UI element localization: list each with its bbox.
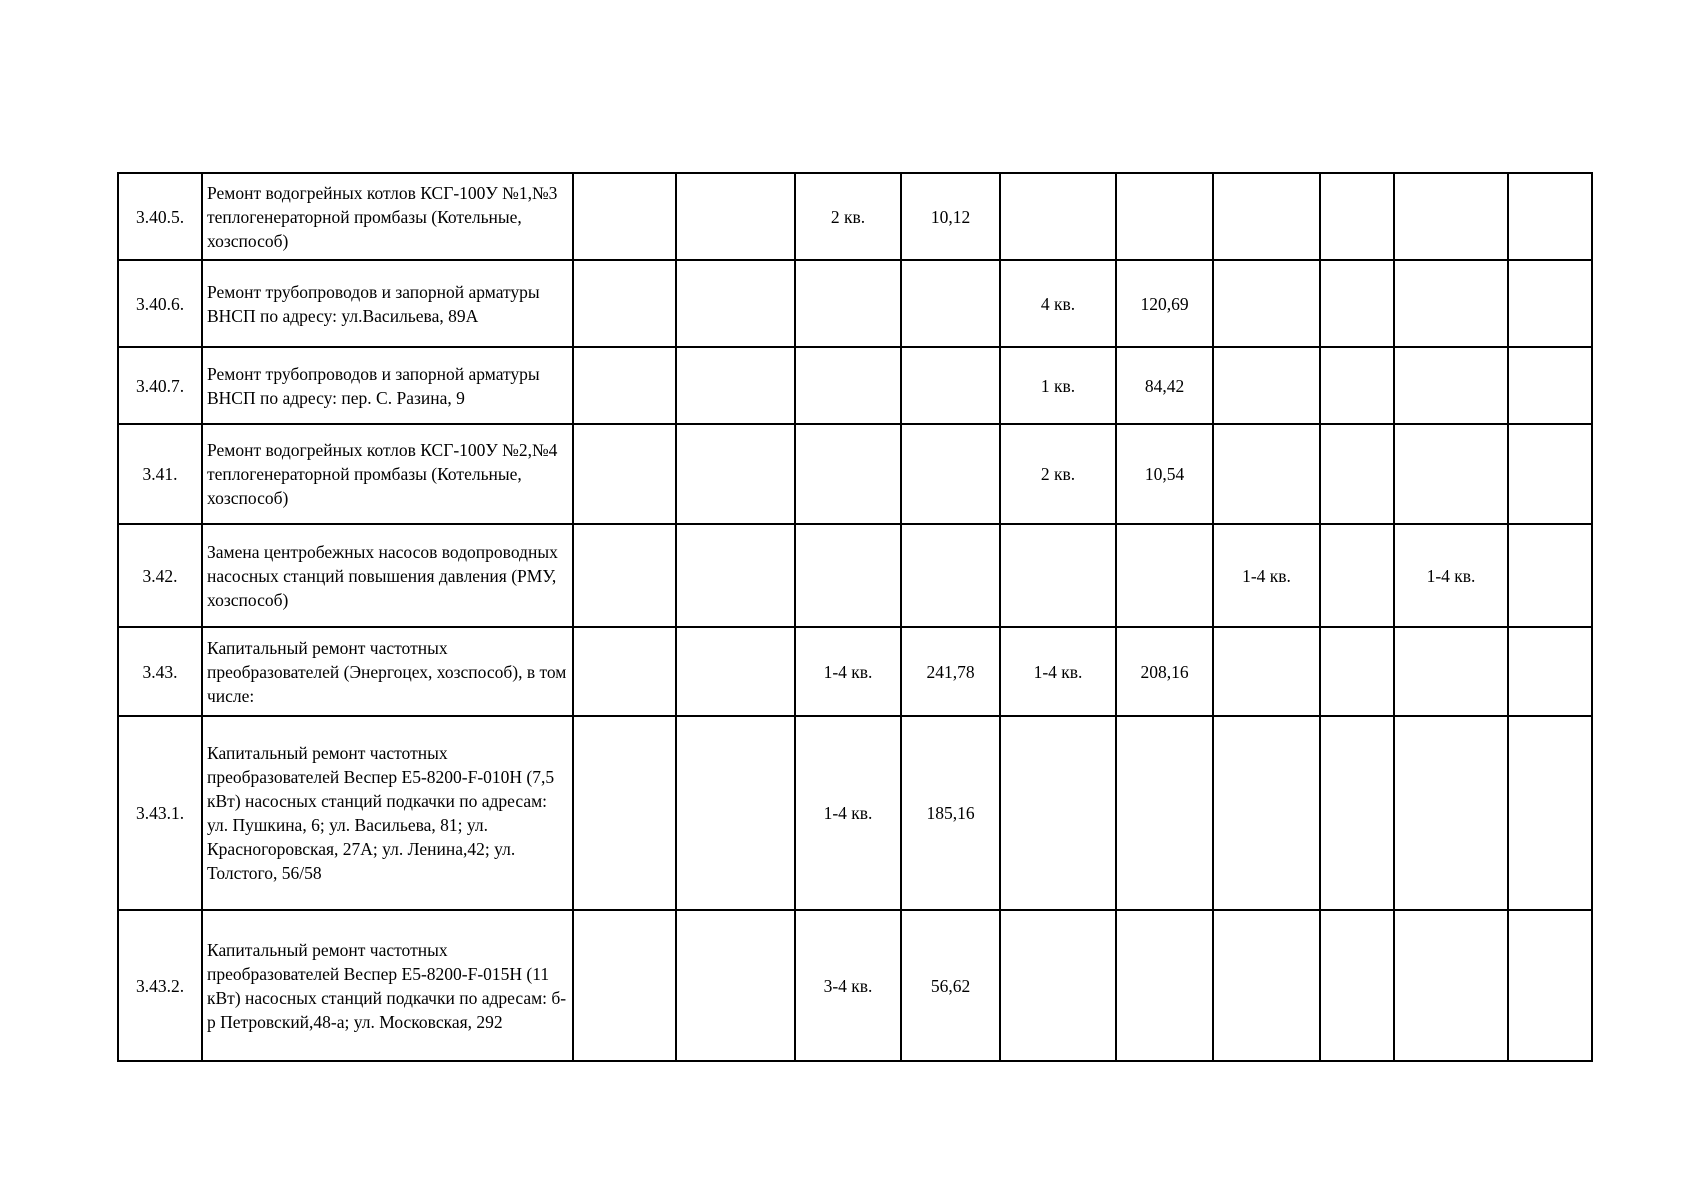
cell-col-6: 208,16 (1116, 627, 1213, 716)
cell-col-8 (1320, 424, 1394, 524)
row-number: 3.42. (118, 524, 202, 627)
cell-col-6: 84,42 (1116, 347, 1213, 424)
cell-col-8 (1320, 347, 1394, 424)
cell-col-7 (1213, 173, 1320, 260)
cell-col-10 (1508, 260, 1592, 347)
table-row (118, 260, 1592, 347)
cell-col-8 (1320, 716, 1394, 910)
work-plan-table (117, 172, 1593, 1062)
cell-col-10 (1508, 910, 1592, 1061)
cell-col-1 (573, 347, 676, 424)
table-row (118, 424, 1592, 524)
row-number: 3.40.6. (118, 260, 202, 347)
cell-col-4: 10,12 (901, 173, 1000, 260)
cell-col-1 (573, 173, 676, 260)
row-description: Ремонт водогрейных котлов КСГ-100У №1,№3 теплогенераторной промбазы (Котельные, хозспособ) (202, 173, 573, 260)
table-row (118, 173, 1592, 260)
cell-col-7 (1213, 347, 1320, 424)
cell-col-4 (901, 260, 1000, 347)
cell-col-5 (1000, 173, 1116, 260)
table-row (118, 347, 1592, 424)
cell-col-8 (1320, 524, 1394, 627)
cell-col-8 (1320, 910, 1394, 1061)
cell-col-1 (573, 910, 676, 1061)
cell-col-3 (795, 260, 901, 347)
table-row (118, 716, 1592, 910)
row-description: Замена центробежных насосов водопроводных насосных станций повышения давления (РМУ, хозспособ) (202, 524, 573, 627)
cell-col-6 (1116, 524, 1213, 627)
table-row (118, 627, 1592, 716)
row-description: Ремонт трубопроводов и запорной арматуры ВНСП по адресу: ул.Васильева, 89А (202, 260, 573, 347)
cell-col-6 (1116, 716, 1213, 910)
cell-col-4: 185,16 (901, 716, 1000, 910)
cell-col-9 (1394, 716, 1508, 910)
cell-col-8 (1320, 627, 1394, 716)
cell-col-4 (901, 424, 1000, 524)
cell-col-9 (1394, 347, 1508, 424)
row-number: 3.43. (118, 627, 202, 716)
cell-col-4: 241,78 (901, 627, 1000, 716)
cell-col-2 (676, 716, 795, 910)
cell-col-3 (795, 347, 901, 424)
cell-col-9: 1-4 кв. (1394, 524, 1508, 627)
cell-col-7 (1213, 424, 1320, 524)
cell-col-6: 120,69 (1116, 260, 1213, 347)
row-description: Ремонт трубопроводов и запорной арматуры ВНСП по адресу: пер. С. Разина, 9 (202, 347, 573, 424)
cell-col-5: 1 кв. (1000, 347, 1116, 424)
cell-col-10 (1508, 524, 1592, 627)
cell-col-5: 2 кв. (1000, 424, 1116, 524)
cell-col-4 (901, 524, 1000, 627)
cell-col-2 (676, 424, 795, 524)
cell-col-9 (1394, 910, 1508, 1061)
row-number: 3.40.7. (118, 347, 202, 424)
cell-col-3 (795, 424, 901, 524)
row-number: 3.40.5. (118, 173, 202, 260)
cell-col-6: 10,54 (1116, 424, 1213, 524)
row-description: Ремонт водогрейных котлов КСГ-100У №2,№4 теплогенераторной промбазы (Котельные, хозспособ) (202, 424, 573, 524)
cell-col-6 (1116, 910, 1213, 1061)
row-description: Капитальный ремонт частотных преобразователей Веспер Е5-8200-F-015Н (11 кВт) насосных станций подкачки по адресам: б-р Петровский,48-а; ул. Московская, 292 (202, 910, 573, 1061)
cell-col-2 (676, 627, 795, 716)
cell-col-3: 1-4 кв. (795, 627, 901, 716)
cell-col-10 (1508, 424, 1592, 524)
cell-col-2 (676, 173, 795, 260)
table-body (118, 173, 1592, 1061)
row-description: Капитальный ремонт частотных преобразователей Веспер Е5-8200-F-010Н (7,5 кВт) насосных станций подкачки по адресам: ул. Пушкина, 6; ул. Васильева, 81; ул. Красногоровская, 27А; ул. Ленина,42; ул. Толстого, 56/58 (202, 716, 573, 910)
cell-col-2 (676, 910, 795, 1061)
row-number: 3.41. (118, 424, 202, 524)
table-row (118, 524, 1592, 627)
cell-col-7 (1213, 910, 1320, 1061)
cell-col-2 (676, 347, 795, 424)
cell-col-3: 2 кв. (795, 173, 901, 260)
cell-col-2 (676, 524, 795, 627)
cell-col-9 (1394, 627, 1508, 716)
cell-col-5: 1-4 кв. (1000, 627, 1116, 716)
cell-col-9 (1394, 173, 1508, 260)
cell-col-10 (1508, 173, 1592, 260)
cell-col-3: 3-4 кв. (795, 910, 901, 1061)
cell-col-7 (1213, 260, 1320, 347)
cell-col-3: 1-4 кв. (795, 716, 901, 910)
cell-col-1 (573, 424, 676, 524)
row-number: 3.43.1. (118, 716, 202, 910)
cell-col-10 (1508, 347, 1592, 424)
cell-col-9 (1394, 424, 1508, 524)
cell-col-10 (1508, 627, 1592, 716)
cell-col-2 (676, 260, 795, 347)
cell-col-6 (1116, 173, 1213, 260)
cell-col-5 (1000, 910, 1116, 1061)
cell-col-1 (573, 524, 676, 627)
cell-col-5 (1000, 524, 1116, 627)
cell-col-7 (1213, 627, 1320, 716)
cell-col-1 (573, 260, 676, 347)
cell-col-8 (1320, 260, 1394, 347)
cell-col-5: 4 кв. (1000, 260, 1116, 347)
cell-col-9 (1394, 260, 1508, 347)
cell-col-5 (1000, 716, 1116, 910)
cell-col-7 (1213, 716, 1320, 910)
row-description: Капитальный ремонт частотных преобразователей (Энергоцех, хозспособ), в том числе: (202, 627, 573, 716)
row-number: 3.43.2. (118, 910, 202, 1061)
cell-col-1 (573, 627, 676, 716)
cell-col-7: 1-4 кв. (1213, 524, 1320, 627)
cell-col-10 (1508, 716, 1592, 910)
table-row (118, 910, 1592, 1061)
cell-col-4: 56,62 (901, 910, 1000, 1061)
cell-col-4 (901, 347, 1000, 424)
cell-col-3 (795, 524, 901, 627)
cell-col-1 (573, 716, 676, 910)
cell-col-8 (1320, 173, 1394, 260)
